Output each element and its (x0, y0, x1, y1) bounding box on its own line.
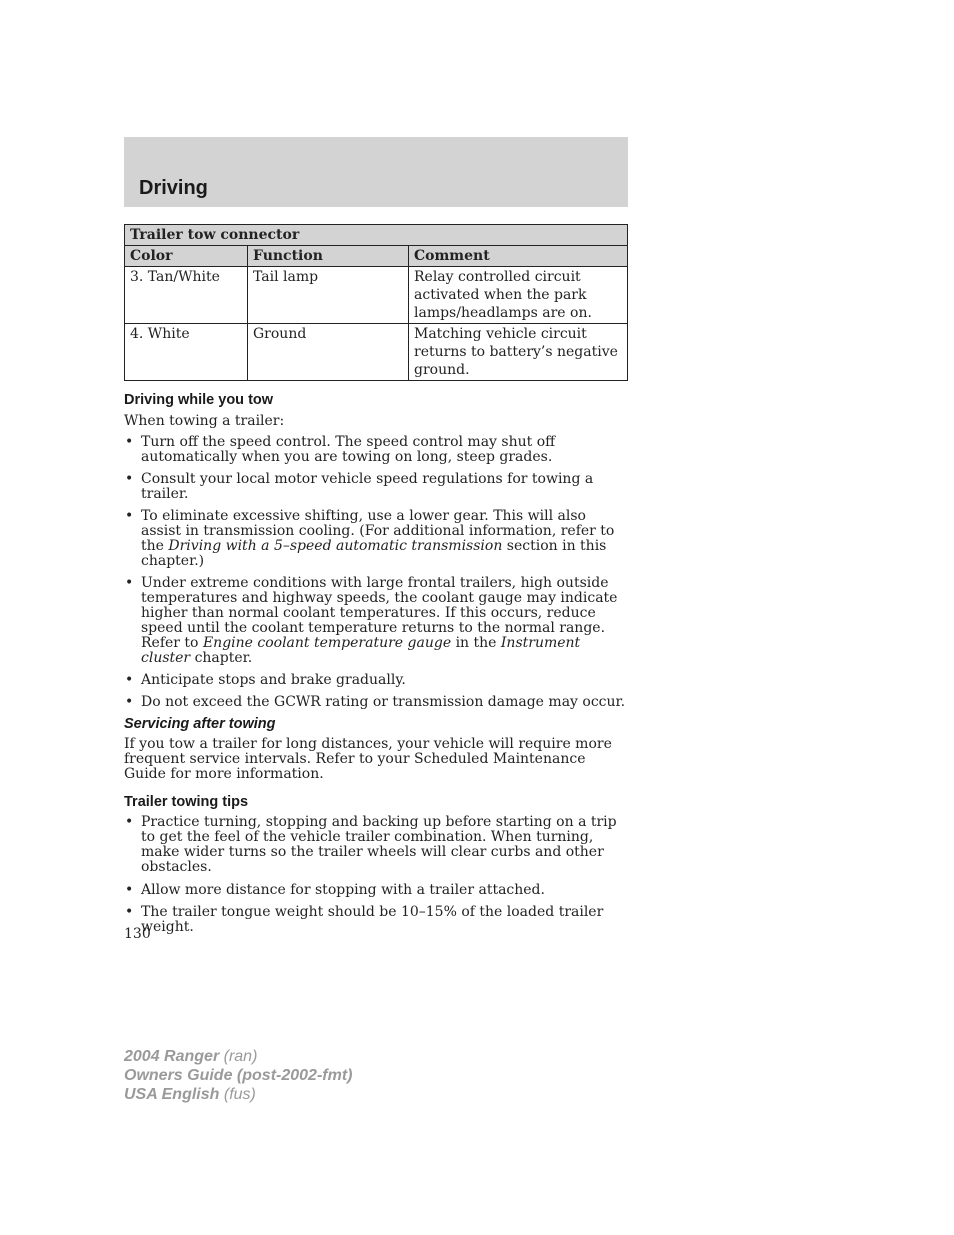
list-item: • Anticipate stops and brake gradually. (124, 673, 628, 688)
heading-servicing-after-towing: Servicing after towing (124, 716, 276, 732)
table-cell: Ground (248, 324, 409, 381)
list-item-text: To eliminate excessive shifting, use a lower gear. This will also assist in transmission cooling. (For additional information, refer to the (141, 508, 615, 554)
footer-line (124, 1085, 352, 1104)
column-header-comment: Comment (409, 246, 628, 267)
trailer-connector-table (124, 224, 628, 381)
intro-text: When towing a trailer: (124, 413, 285, 429)
section-title: Driving (139, 177, 208, 199)
list-item (124, 509, 628, 569)
footer-model: 2004 Ranger (124, 1048, 220, 1065)
heading-trailer-towing-tips: Trailer towing tips (124, 794, 249, 810)
list-item-text: section in this chapter.) (141, 538, 607, 569)
table-cell: Matching vehicle circuit returns to battery’s negative ground. (409, 324, 628, 381)
list-item: • Turn off the speed control. The speed control may shut off automatically when you are towing on long, steep grades. (124, 435, 628, 465)
list-item-text: Under extreme conditions with large frontal trailers, high outside temperatures and highway speeds, the coolant gauge may indicate higher than normal coolant temperatures. If this occurs, reduce speed until the coolant temperature returns to the normal range. Refer to (141, 575, 618, 651)
main-content (124, 392, 628, 935)
list-item: • Do not exceed the GCWR rating or transmission damage may occur. (124, 695, 628, 710)
list-item: • Allow more distance for stopping with a trailer attached. (124, 883, 628, 898)
table-cell: Tail lamp (248, 267, 409, 324)
list-item (124, 576, 628, 666)
cross-reference: Driving with a 5–speed automatic transmission (168, 538, 503, 554)
list-item-text: in the (451, 635, 501, 651)
table-cell: 3. Tan/White (125, 267, 248, 324)
section-header-band (124, 137, 628, 207)
cross-reference: Engine coolant temperature gauge (202, 635, 452, 651)
footer-line (124, 1066, 352, 1085)
table-row (125, 267, 628, 324)
footer-code: (fus) (219, 1086, 256, 1103)
table-caption: Trailer tow connector (125, 225, 628, 246)
towing-bullet-list (124, 435, 628, 710)
table-cell: Relay controlled circuit activated when the park lamps/headlamps are on. (409, 267, 628, 324)
list-item: • Practice turning, stopping and backing up before starting on a trip to get the feel of the vehicle trailer combination. When turning, make wider turns so the trailer wheels will clear curbs and other obstacles. (124, 815, 628, 875)
servicing-text: If you tow a trailer for long distances, your vehicle will require more frequent service intervals. Refer to your Scheduled Maintenance Guide for more information. (124, 736, 612, 782)
table-caption-row (125, 225, 628, 246)
page-number: 130 (124, 926, 151, 942)
document-footer (124, 1047, 352, 1104)
column-header-color: Color (125, 246, 248, 267)
list-item: • The trailer tongue weight should be 10–15% of the loaded trailer weight. (124, 905, 628, 935)
column-header-function: Function (248, 246, 409, 267)
footer-language: USA English (124, 1086, 220, 1103)
cross-reference: Instrument cluster (141, 635, 581, 666)
list-item-text: chapter. (190, 650, 253, 666)
footer-guide: Owners Guide (post-2002-fmt) (124, 1067, 353, 1084)
heading-driving-while-you-tow: Driving while you tow (124, 392, 274, 408)
table-row (125, 324, 628, 381)
footer-line (124, 1047, 352, 1066)
footer-code: (ran) (219, 1048, 258, 1065)
table-cell: 4. White (125, 324, 248, 381)
tips-bullet-list (124, 815, 628, 935)
list-item: • Consult your local motor vehicle speed regulations for towing a trailer. (124, 472, 628, 502)
table-header-row (125, 246, 628, 267)
